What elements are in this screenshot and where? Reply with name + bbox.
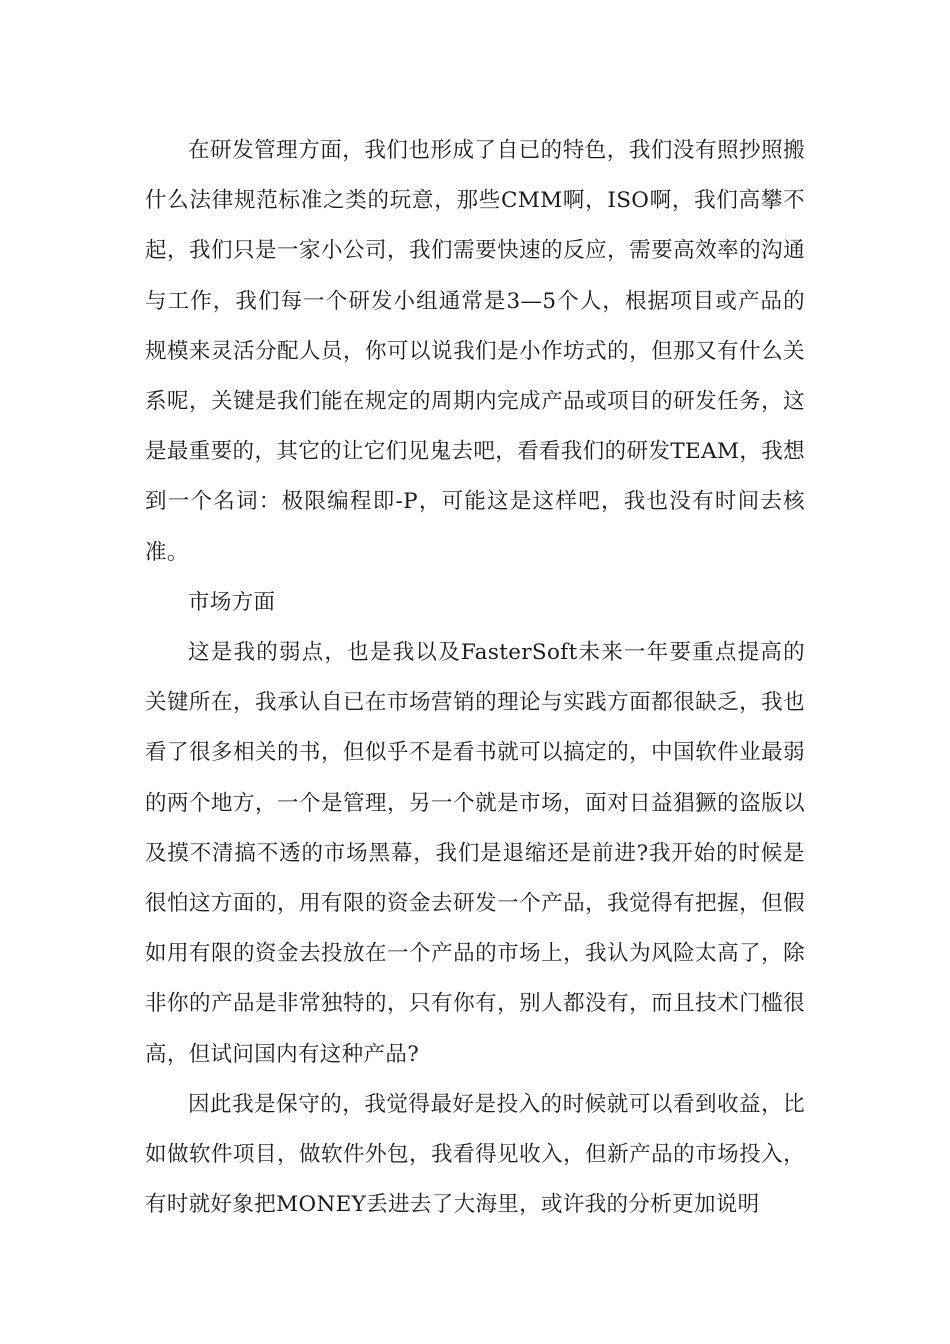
- paragraph-weakness: 这是我的弱点，也是我以及FasterSoft未来一年要重点提高的关键所在，我承认自已在市场营销的理论与实践方面都很缺乏，我也看了很多相关的书，但似乎不是看书就可以搞定的，中国软件业最弱的两个地方，一个是管理，另一个就是市场，面对日益猖獗的盗版以及摸不清搞不透的市场黑幕，我们是退缩还是前进?我开始的时候是很怕这方面的，用有限的资金去研发一个产品，我觉得有把握，但假如用有限的资金去投放在一个产品的市场上，我认为风险太高了，除非你的产品是非常独特的，只有你有，别人都没有，而且技术门槛很高，但试问国内有这种产品?: [145, 640, 805, 1067]
- paragraph-rd-management: 在研发管理方面，我们也形成了自已的特色，我们没有照抄照搬什么法律规范标准之类的玩意，那些CMM啊，ISO啊，我们高攀不起，我们只是一家小公司，我们需要快速的反应，需要高效率的沟通与工作，我们每一个研发小组通常是3—5个人，根据项目或产品的规模来灵活分配人员，你可以说我们是小作坊式的，但那又有什么关系呢，关键是我们能在规定的周期内完成产品或项目的研发任务，这是最重要的，其它的让它们见鬼去吧，看看我们的研发TEAM，我想到一个名词：极限编程即-P，可能这是这样吧，我也没有时间去核准。: [145, 138, 805, 565]
- paragraph-conservative: 因此我是保守的，我觉得最好是投入的时候就可以看到收益，比如做软件项目，做软件外包，我看得见收入，但新产品的市场投入，有时就好象把MONEY丢进去了大海里，或许我的分析更加说明: [145, 1091, 805, 1218]
- section-heading-market: 市场方面: [188, 589, 276, 615]
